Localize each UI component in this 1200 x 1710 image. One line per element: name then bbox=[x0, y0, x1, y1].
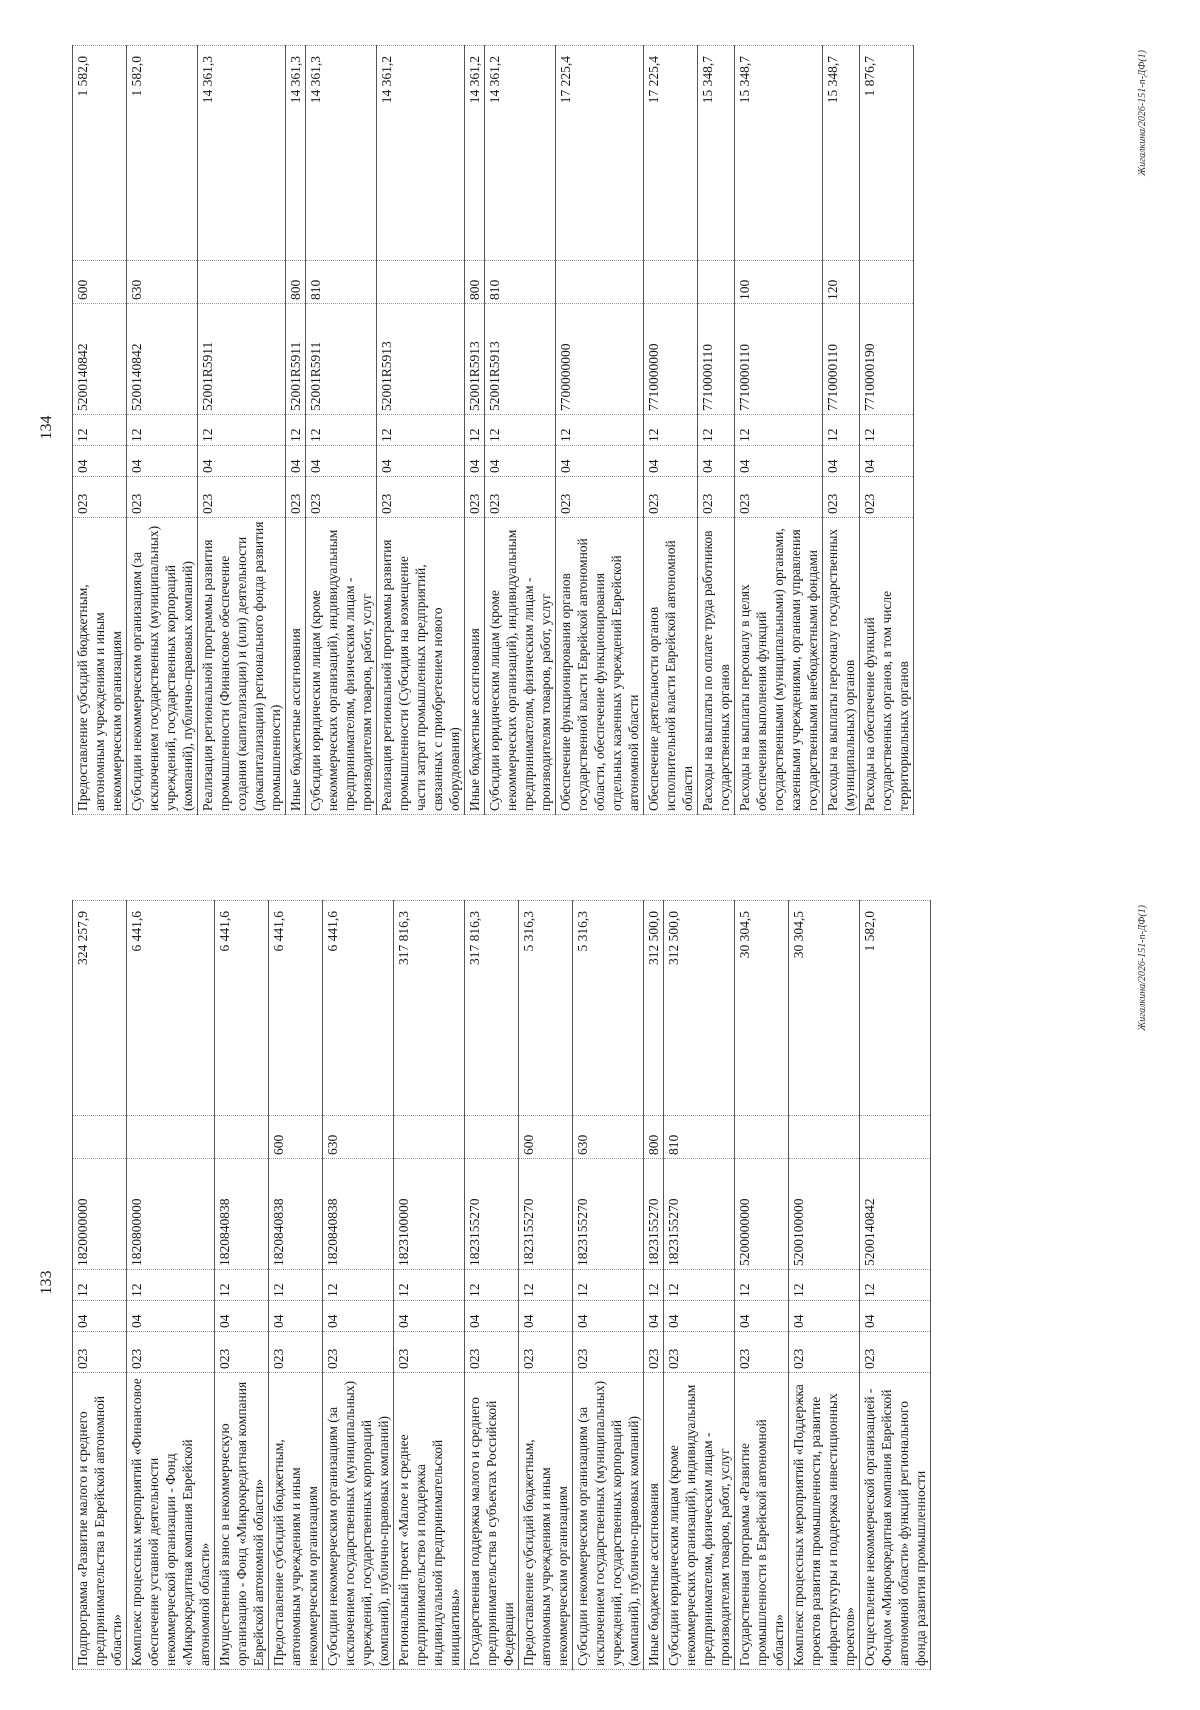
amount: 1 582,0 bbox=[127, 46, 198, 261]
section-code: 04 bbox=[735, 1301, 789, 1332]
amount: 14 361,3 bbox=[306, 46, 377, 261]
table-row bbox=[698, 46, 735, 815]
subsection-code: 12 bbox=[73, 1270, 127, 1301]
amount: 6 441,6 bbox=[127, 901, 215, 1116]
target-article-code: 1823155270 bbox=[519, 1159, 573, 1270]
amount: 15 348,7 bbox=[698, 46, 735, 261]
target-article-code: 7710000110 bbox=[735, 304, 823, 415]
expense-type-code bbox=[789, 1116, 860, 1159]
table-row bbox=[394, 901, 465, 1670]
table-row bbox=[573, 901, 644, 1670]
expense-type-code bbox=[198, 261, 286, 304]
target-article-code: 7700000000 bbox=[556, 304, 644, 415]
table-row bbox=[215, 901, 269, 1670]
ministry-code: 023 bbox=[394, 1332, 465, 1373]
subsection-code: 12 bbox=[735, 415, 823, 446]
row-description: Расходы на выплаты по оплате труда работников государственных органов bbox=[698, 518, 735, 815]
page-133 bbox=[0, 855, 1200, 1710]
section-code: 04 bbox=[860, 446, 914, 477]
expense-type-code bbox=[556, 261, 644, 304]
amount: 14 361,3 bbox=[198, 46, 286, 261]
row-description: Иные бюджетные ассигнования bbox=[286, 518, 306, 815]
row-description: Предоставление субсидий бюджетным, автономным учреждениям и иным некоммерческим организациям bbox=[269, 1373, 323, 1670]
ministry-code: 023 bbox=[127, 477, 198, 518]
row-description: Реализация региональной программы развития промышленности (Финансовое обеспечение создания (капитализации) и (или) деятельности (докапитализации) регионального фонда развития промышленности) bbox=[198, 518, 286, 815]
target-article-code: 7710000110 bbox=[698, 304, 735, 415]
ministry-code: 023 bbox=[269, 1332, 323, 1373]
ministry-code: 023 bbox=[644, 477, 698, 518]
target-article-code: 52001R5913 bbox=[485, 304, 556, 415]
target-article-code: 1823155270 bbox=[465, 1159, 519, 1270]
table-row bbox=[556, 46, 644, 815]
amount: 317 816,3 bbox=[465, 901, 519, 1116]
ministry-code: 023 bbox=[664, 1332, 735, 1373]
ministry-code: 023 bbox=[698, 477, 735, 518]
row-description: Предоставление субсидий бюджетным, автономным учреждениям и иным некоммерческим организациям bbox=[73, 518, 127, 815]
ministry-code: 023 bbox=[644, 1332, 664, 1373]
target-article-code: 52001R5911 bbox=[286, 304, 306, 415]
expense-type-code bbox=[735, 1116, 789, 1159]
target-article-code: 1823100000 bbox=[394, 1159, 465, 1270]
expense-type-code: 800 bbox=[286, 261, 306, 304]
amount: 6 441,6 bbox=[269, 901, 323, 1116]
expense-type-code: 600 bbox=[269, 1116, 323, 1159]
row-description: Иные бюджетные ассигнования bbox=[644, 1373, 664, 1670]
target-article-code: 1820000000 bbox=[73, 1159, 127, 1270]
amount: 6 441,6 bbox=[215, 901, 269, 1116]
amount: 317 816,3 bbox=[394, 901, 465, 1116]
row-description: Иные бюджетные ассигнования bbox=[465, 518, 485, 815]
target-article-code: 5200140842 bbox=[73, 304, 127, 415]
row-description: Комплекс процессных мероприятий «Поддержка проектов развития промышленности, развитие инфраструктуры и поддержка инвестиционных проектов» bbox=[789, 1373, 860, 1670]
subsection-code: 12 bbox=[823, 415, 860, 446]
row-description: Подпрограмма «Развитие малого и среднего предпринимательства в Еврейской автономной области» bbox=[73, 1373, 127, 1670]
section-code: 04 bbox=[573, 1301, 644, 1332]
amount: 1 582,0 bbox=[73, 46, 127, 261]
expense-type-code: 810 bbox=[485, 261, 556, 304]
subsection-code: 12 bbox=[573, 1270, 644, 1301]
subsection-code: 12 bbox=[215, 1270, 269, 1301]
ministry-code: 023 bbox=[860, 1332, 931, 1373]
table-row bbox=[465, 901, 519, 1670]
target-article-code: 7710000000 bbox=[644, 304, 698, 415]
section-code: 04 bbox=[644, 1301, 664, 1332]
section-code: 04 bbox=[698, 446, 735, 477]
expense-type-code: 630 bbox=[323, 1116, 394, 1159]
table-row bbox=[485, 46, 556, 815]
expense-type-code: 800 bbox=[644, 1116, 664, 1159]
ministry-code: 023 bbox=[73, 477, 127, 518]
row-description: Государственная программа «Развитие промышленности в Еврейской автономной области» bbox=[735, 1373, 789, 1670]
ministry-code: 023 bbox=[556, 477, 644, 518]
subsection-code: 12 bbox=[860, 1270, 931, 1301]
table-row bbox=[519, 901, 573, 1670]
ministry-code: 023 bbox=[377, 477, 465, 518]
row-description: Предоставление субсидий бюджетным, автономным учреждениям и иным некоммерческим организациям bbox=[519, 1373, 573, 1670]
subsection-code: 12 bbox=[465, 415, 485, 446]
row-description: Субсидии некоммерческим организациям (за исключением государственных (муниципальных) учреждений, государственных корпораций (компаний), публично-правовых компаний) bbox=[127, 518, 198, 815]
subsection-code: 12 bbox=[789, 1270, 860, 1301]
budget-table bbox=[72, 45, 914, 815]
section-code: 04 bbox=[127, 1301, 215, 1332]
amount: 30 304,5 bbox=[735, 901, 789, 1116]
subsection-code: 12 bbox=[306, 415, 377, 446]
expense-type-code: 630 bbox=[127, 261, 198, 304]
amount: 1 876,7 bbox=[860, 46, 914, 261]
table-row bbox=[465, 46, 485, 815]
subsection-code: 12 bbox=[323, 1270, 394, 1301]
target-article-code: 5200100000 bbox=[789, 1159, 860, 1270]
ministry-code: 023 bbox=[735, 477, 823, 518]
row-description: Реализация региональной программы развития промышленности (Субсидия на возмещение части затрат промышленных предприятий, связанных с приобретением нового оборудования) bbox=[377, 518, 465, 815]
table-row bbox=[73, 901, 127, 1670]
expense-type-code: 810 bbox=[664, 1116, 735, 1159]
ministry-code: 023 bbox=[306, 477, 377, 518]
section-code: 04 bbox=[269, 1301, 323, 1332]
target-article-code: 5200140842 bbox=[127, 304, 198, 415]
subsection-code: 12 bbox=[860, 415, 914, 446]
ministry-code: 023 bbox=[485, 477, 556, 518]
table-row bbox=[664, 901, 735, 1670]
expense-type-code bbox=[377, 261, 465, 304]
row-description: Комплекс процессных мероприятий «Финансовое обеспечение уставной деятельности некоммерческой организации - Фонд «Микрокредитная компания Еврейской автономной области» bbox=[127, 1373, 215, 1670]
target-article-code: 1820840838 bbox=[323, 1159, 394, 1270]
target-article-code: 52001R5911 bbox=[198, 304, 286, 415]
ministry-code: 023 bbox=[465, 1332, 519, 1373]
row-description: Расходы на обеспечение функций государственных органов, в том числе территориальных органов bbox=[860, 518, 914, 815]
subsection-code: 12 bbox=[664, 1270, 735, 1301]
ministry-code: 023 bbox=[323, 1332, 394, 1373]
subsection-code: 12 bbox=[198, 415, 286, 446]
section-code: 04 bbox=[519, 1301, 573, 1332]
section-code: 04 bbox=[127, 446, 198, 477]
table-row bbox=[860, 46, 914, 815]
section-code: 04 bbox=[306, 446, 377, 477]
target-article-code: 52001R5913 bbox=[377, 304, 465, 415]
table-row bbox=[823, 46, 860, 815]
ministry-code: 023 bbox=[215, 1332, 269, 1373]
target-article-code: 1820840838 bbox=[269, 1159, 323, 1270]
section-code: 04 bbox=[465, 446, 485, 477]
section-code: 04 bbox=[823, 446, 860, 477]
ministry-code: 023 bbox=[127, 1332, 215, 1373]
section-code: 04 bbox=[73, 446, 127, 477]
page-number: 133 bbox=[38, 1270, 55, 1295]
expense-type-code: 810 bbox=[306, 261, 377, 304]
expense-type-code bbox=[394, 1116, 465, 1159]
table-row bbox=[735, 46, 823, 815]
row-description: Субсидии юридическим лицам (кроме некоммерческих организаций), индивидуальным предпринимателям, физическим лицам - производителям товаров, работ, услуг bbox=[485, 518, 556, 815]
row-description: Обеспечение функционирования органов государственной власти Еврейской автономной области, обеспечение функционирования отдельных казенных учреждений Еврейской автономной области bbox=[556, 518, 644, 815]
table-row bbox=[860, 901, 931, 1670]
section-code: 04 bbox=[323, 1301, 394, 1332]
subsection-code: 12 bbox=[127, 1270, 215, 1301]
subsection-code: 12 bbox=[73, 415, 127, 446]
target-article-code: 1820800000 bbox=[127, 1159, 215, 1270]
amount: 30 304,5 bbox=[789, 901, 860, 1116]
target-article-code: 7710000110 bbox=[823, 304, 860, 415]
expense-type-code bbox=[860, 1116, 931, 1159]
amount: 14 361,2 bbox=[465, 46, 485, 261]
section-code: 04 bbox=[644, 446, 698, 477]
table-row bbox=[789, 901, 860, 1670]
ministry-code: 023 bbox=[789, 1332, 860, 1373]
expense-type-code: 100 bbox=[735, 261, 823, 304]
table-row bbox=[323, 901, 394, 1670]
table-row bbox=[644, 901, 664, 1670]
budget-table bbox=[72, 900, 931, 1670]
table-row bbox=[286, 46, 306, 815]
amount: 312 500,0 bbox=[644, 901, 664, 1116]
row-description: Расходы на выплаты персоналу государственных (муниципальных) органов bbox=[823, 518, 860, 815]
subsection-code: 12 bbox=[394, 1270, 465, 1301]
section-code: 04 bbox=[556, 446, 644, 477]
ministry-code: 023 bbox=[823, 477, 860, 518]
row-description: Государственная поддержка малого и среднего предпринимательства в субъектах Российской Федерации bbox=[465, 1373, 519, 1670]
amount: 324 257,9 bbox=[73, 901, 127, 1116]
amount: 312 500,0 bbox=[664, 901, 735, 1116]
ministry-code: 023 bbox=[519, 1332, 573, 1373]
ministry-code: 023 bbox=[465, 477, 485, 518]
amount: 17 225,4 bbox=[556, 46, 644, 261]
table-row bbox=[198, 46, 286, 815]
amount: 15 348,7 bbox=[735, 46, 823, 261]
section-code: 04 bbox=[394, 1301, 465, 1332]
subsection-code: 12 bbox=[127, 415, 198, 446]
amount: 17 225,4 bbox=[644, 46, 698, 261]
subsection-code: 12 bbox=[286, 415, 306, 446]
section-code: 04 bbox=[73, 1301, 127, 1332]
subsection-code: 12 bbox=[485, 415, 556, 446]
ministry-code: 023 bbox=[73, 1332, 127, 1373]
section-code: 04 bbox=[198, 446, 286, 477]
ministry-code: 023 bbox=[860, 477, 914, 518]
row-description: Субсидии некоммерческим организациям (за исключением государственных (муниципальных) учреждений, государственных корпораций (компаний), публично-правовых компаний) bbox=[323, 1373, 394, 1670]
row-description: Осуществление некоммерческой организацией - Фондом «Микрокредитная компания Еврейской автономной области» функций регионального фонда развития промышленности bbox=[860, 1373, 931, 1670]
amount: 5 316,3 bbox=[573, 901, 644, 1116]
table-row bbox=[127, 901, 215, 1670]
row-description: Имущественный взнос в некоммерческую организацию - Фонд «Микрокредитная компания Еврейской автономной области» bbox=[215, 1373, 269, 1670]
target-article-code: 1823155270 bbox=[664, 1159, 735, 1270]
row-description: Субсидии юридическим лицам (кроме некоммерческих организаций), индивидуальным предпринимателям, физическим лицам - производителям товаров, работ, услуг bbox=[664, 1373, 735, 1670]
section-code: 04 bbox=[465, 1301, 519, 1332]
subsection-code: 12 bbox=[556, 415, 644, 446]
ministry-code: 023 bbox=[735, 1332, 789, 1373]
page-number: 134 bbox=[38, 415, 55, 440]
expense-type-code: 800 bbox=[465, 261, 485, 304]
section-code: 04 bbox=[664, 1301, 735, 1332]
expense-type-code bbox=[73, 1116, 127, 1159]
target-article-code: 7710000190 bbox=[860, 304, 914, 415]
subsection-code: 12 bbox=[644, 1270, 664, 1301]
expense-type-code: 600 bbox=[73, 261, 127, 304]
amount: 15 348,7 bbox=[823, 46, 860, 261]
subsection-code: 12 bbox=[465, 1270, 519, 1301]
target-article-code: 1823155270 bbox=[573, 1159, 644, 1270]
expense-type-code bbox=[215, 1116, 269, 1159]
subsection-code: 12 bbox=[377, 415, 465, 446]
subsection-code: 12 bbox=[519, 1270, 573, 1301]
amount: 1 582,0 bbox=[860, 901, 931, 1116]
expense-type-code bbox=[127, 1116, 215, 1159]
subsection-code: 12 bbox=[269, 1270, 323, 1301]
expense-type-code bbox=[698, 261, 735, 304]
subsection-code: 12 bbox=[698, 415, 735, 446]
table-row bbox=[735, 901, 789, 1670]
footer-mark: Жигалкина/2026-151-п-ДФ(1) bbox=[1137, 905, 1148, 1031]
target-article-code: 52001R5911 bbox=[306, 304, 377, 415]
expense-type-code: 630 bbox=[573, 1116, 644, 1159]
section-code: 04 bbox=[215, 1301, 269, 1332]
section-code: 04 bbox=[485, 446, 556, 477]
subsection-code: 12 bbox=[735, 1270, 789, 1301]
section-code: 04 bbox=[735, 446, 823, 477]
target-article-code: 52001R5913 bbox=[465, 304, 485, 415]
expense-type-code: 120 bbox=[823, 261, 860, 304]
section-code: 04 bbox=[377, 446, 465, 477]
row-description: Расходы на выплаты персоналу в целях обеспечения выполнения функций государственными (муниципальными) органами, казенными учреждениями, органами управления государственными внебюджетными фондами bbox=[735, 518, 823, 815]
expense-type-code bbox=[644, 261, 698, 304]
row-description: Субсидии юридическим лицам (кроме некоммерческих организаций), индивидуальным предпринимателям, физическим лицам - производителям товаров, работ, услуг bbox=[306, 518, 377, 815]
table-row bbox=[377, 46, 465, 815]
target-article-code: 5200140842 bbox=[860, 1159, 931, 1270]
ministry-code: 023 bbox=[573, 1332, 644, 1373]
expense-type-code: 600 bbox=[519, 1116, 573, 1159]
amount: 5 316,3 bbox=[519, 901, 573, 1116]
table-row bbox=[73, 46, 127, 815]
ministry-code: 023 bbox=[286, 477, 306, 518]
target-article-code: 1820840838 bbox=[215, 1159, 269, 1270]
table-row bbox=[644, 46, 698, 815]
table-row bbox=[127, 46, 198, 815]
expense-type-code bbox=[465, 1116, 519, 1159]
amount: 14 361,3 bbox=[286, 46, 306, 261]
section-code: 04 bbox=[860, 1301, 931, 1332]
footer-mark: Жигалкина/2026-151-п-ДФ(1) bbox=[1137, 50, 1148, 176]
row-description: Обеспечение деятельности органов исполнительной власти Еврейской автономной области bbox=[644, 518, 698, 815]
section-code: 04 bbox=[286, 446, 306, 477]
target-article-code: 5200000000 bbox=[735, 1159, 789, 1270]
section-code: 04 bbox=[789, 1301, 860, 1332]
row-description: Субсидии некоммерческим организациям (за исключением государственных (муниципальных) учреждений, государственных корпораций (компаний), публично-правовых компаний) bbox=[573, 1373, 644, 1670]
subsection-code: 12 bbox=[644, 415, 698, 446]
table-row bbox=[269, 901, 323, 1670]
amount: 14 361,2 bbox=[377, 46, 465, 261]
expense-type-code bbox=[860, 261, 914, 304]
table-row bbox=[306, 46, 377, 815]
target-article-code: 1823155270 bbox=[644, 1159, 664, 1270]
row-description: Региональный проект «Малое и среднее предпринимательство и поддержка индивидуальной предпринимательской инициативы» bbox=[394, 1373, 465, 1670]
ministry-code: 023 bbox=[198, 477, 286, 518]
amount: 14 361,2 bbox=[485, 46, 556, 261]
amount: 6 441,6 bbox=[323, 901, 394, 1116]
